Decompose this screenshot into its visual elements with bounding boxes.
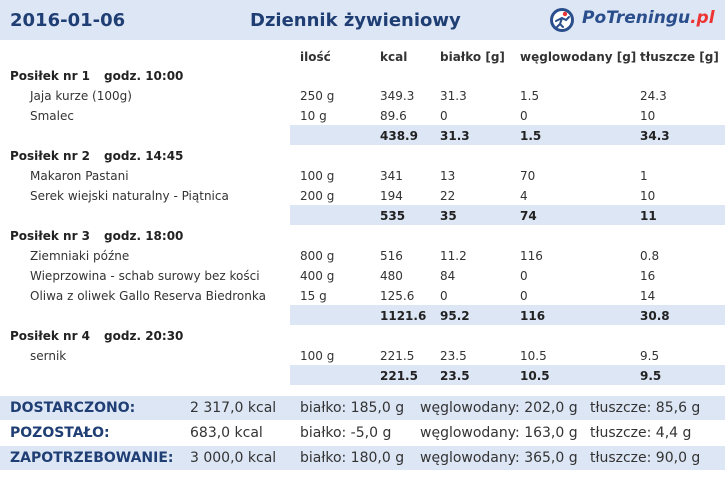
food-qty: 100 g bbox=[300, 349, 335, 363]
food-name: Serek wiejski naturalny - Piątnica bbox=[30, 189, 229, 203]
meal-number: Posiłek nr 1 bbox=[10, 69, 91, 83]
meal-4-summary-bar bbox=[290, 365, 725, 385]
column-header-carbs: węglowodany [g] bbox=[520, 50, 637, 64]
footer-delivered-row bbox=[0, 396, 725, 420]
food-name: sernik bbox=[30, 349, 67, 363]
food-qty: 400 g bbox=[300, 269, 335, 283]
column-header-protein: białko [g] bbox=[440, 50, 505, 64]
diary-date: 2016-01-06 bbox=[10, 10, 126, 31]
food-kcal: 480 bbox=[380, 269, 403, 283]
food-fat: 16 bbox=[640, 269, 656, 283]
food-qty: 200 g bbox=[300, 189, 335, 203]
meal-3-summary-bar bbox=[290, 305, 725, 325]
food-fat: 10 bbox=[640, 109, 656, 123]
requirement-fat: tłuszcze: 90,0 g bbox=[590, 450, 701, 466]
food-name: Oliwa z oliwek Gallo Reserva Biedronka bbox=[30, 289, 266, 303]
food-qty: 100 g bbox=[300, 169, 335, 183]
sum-fat: 11 bbox=[640, 209, 657, 223]
food-kcal: 349.3 bbox=[380, 89, 415, 103]
requirement-protein: białko: 180,0 g bbox=[300, 450, 405, 466]
sum-protein: 35 bbox=[440, 209, 457, 223]
food-kcal: 125.6 bbox=[380, 289, 415, 303]
food-fat: 14 bbox=[640, 289, 656, 303]
meal-number: Posiłek nr 2 bbox=[10, 149, 91, 163]
remaining-kcal: 683,0 kcal bbox=[190, 425, 263, 441]
sum-carbs: 1.5 bbox=[520, 129, 542, 143]
food-kcal: 89.6 bbox=[380, 109, 407, 123]
requirement-carbs: węglowodany: 365,0 g bbox=[420, 450, 578, 466]
meal-1-title bbox=[10, 69, 183, 83]
meal-number: Posiłek nr 3 bbox=[10, 229, 91, 243]
food-fat: 9.5 bbox=[640, 349, 660, 363]
food-name: Jaja kurze (100g) bbox=[30, 89, 132, 103]
food-carbs: 0 bbox=[520, 269, 528, 283]
column-header-fat: tłuszcze [g] bbox=[640, 50, 719, 64]
delivered-label: DOSTARCZONO: bbox=[10, 400, 136, 416]
column-header-kcal: kcal bbox=[380, 50, 408, 64]
food-protein: 0 bbox=[440, 289, 448, 303]
sum-kcal: 1121.6 bbox=[380, 309, 427, 323]
food-fat: 24.3 bbox=[640, 89, 667, 103]
sum-kcal: 221.5 bbox=[380, 369, 418, 383]
remaining-fat: tłuszcze: 4,4 g bbox=[590, 425, 692, 441]
meal-3-title bbox=[10, 229, 183, 243]
food-qty: 10 g bbox=[300, 109, 327, 123]
logo-wordmark: PoTreningu bbox=[582, 8, 691, 28]
remaining-carbs: węglowodany: 163,0 g bbox=[420, 425, 578, 441]
food-carbs: 0 bbox=[520, 289, 528, 303]
page-title: Dziennik żywieniowy bbox=[250, 10, 461, 31]
food-carbs: 10.5 bbox=[520, 349, 547, 363]
requirement-kcal: 3 000,0 kcal bbox=[190, 450, 277, 466]
food-name: Wieprzowina - schab surowy bez kości bbox=[30, 269, 260, 283]
requirement-label: ZAPOTRZEBOWANIE: bbox=[10, 450, 174, 466]
food-name: Smalec bbox=[30, 109, 74, 123]
food-carbs: 4 bbox=[520, 189, 528, 203]
remaining-label: POZOSTAŁO: bbox=[10, 425, 110, 441]
meal-time: godz. 10:00 bbox=[104, 69, 184, 83]
footer-remaining-row bbox=[0, 421, 725, 445]
site-logo[interactable] bbox=[549, 6, 721, 34]
food-protein: 31.3 bbox=[440, 89, 467, 103]
food-name: Ziemniaki późne bbox=[30, 249, 130, 263]
food-protein: 84 bbox=[440, 269, 456, 283]
food-protein: 22 bbox=[440, 189, 456, 203]
sum-fat: 9.5 bbox=[640, 369, 662, 383]
food-qty: 250 g bbox=[300, 89, 335, 103]
sum-fat: 30.8 bbox=[640, 309, 670, 323]
food-fat: 1 bbox=[640, 169, 648, 183]
food-fat: 10 bbox=[640, 189, 656, 203]
delivered-fat: tłuszcze: 85,6 g bbox=[590, 400, 701, 416]
sum-protein: 31.3 bbox=[440, 129, 470, 143]
food-qty: 800 g bbox=[300, 249, 335, 263]
meal-2-title bbox=[10, 149, 183, 163]
sum-carbs: 74 bbox=[520, 209, 537, 223]
food-carbs: 0 bbox=[520, 109, 528, 123]
food-protein: 23.5 bbox=[440, 349, 467, 363]
meal-2-summary-bar bbox=[290, 205, 725, 225]
delivered-carbs: węglowodany: 202,0 g bbox=[420, 400, 578, 416]
sum-kcal: 438.9 bbox=[380, 129, 418, 143]
food-kcal: 341 bbox=[380, 169, 403, 183]
food-protein: 13 bbox=[440, 169, 456, 183]
food-carbs: 116 bbox=[520, 249, 543, 263]
food-kcal: 194 bbox=[380, 189, 403, 203]
footer-requirement-row bbox=[0, 446, 725, 470]
sum-protein: 95.2 bbox=[440, 309, 470, 323]
food-carbs: 70 bbox=[520, 169, 536, 183]
food-qty: 15 g bbox=[300, 289, 327, 303]
runner-logo-icon bbox=[549, 6, 579, 34]
sum-protein: 23.5 bbox=[440, 369, 470, 383]
sum-carbs: 10.5 bbox=[520, 369, 550, 383]
sum-kcal: 535 bbox=[380, 209, 406, 223]
food-kcal: 516 bbox=[380, 249, 403, 263]
food-carbs: 1.5 bbox=[520, 89, 540, 103]
column-header-qty: ilość bbox=[300, 50, 331, 64]
meal-time: godz. 14:45 bbox=[104, 149, 184, 163]
delivered-kcal: 2 317,0 kcal bbox=[190, 400, 277, 416]
page-header bbox=[0, 0, 725, 40]
food-name: Makaron Pastani bbox=[30, 169, 129, 183]
sum-carbs: 116 bbox=[520, 309, 546, 323]
logo-tld: .pl bbox=[690, 8, 715, 28]
meal-time: godz. 20:30 bbox=[104, 329, 184, 343]
sum-fat: 34.3 bbox=[640, 129, 670, 143]
meal-4-title bbox=[10, 329, 183, 343]
meal-number: Posiłek nr 4 bbox=[10, 329, 91, 343]
delivered-protein: białko: 185,0 g bbox=[300, 400, 405, 416]
food-fat: 0.8 bbox=[640, 249, 660, 263]
remaining-protein: białko: -5,0 g bbox=[300, 425, 392, 441]
meal-1-summary-bar bbox=[290, 125, 725, 145]
meal-time: godz. 18:00 bbox=[104, 229, 184, 243]
food-protein: 0 bbox=[440, 109, 448, 123]
food-kcal: 221.5 bbox=[380, 349, 415, 363]
food-protein: 11.2 bbox=[440, 249, 467, 263]
